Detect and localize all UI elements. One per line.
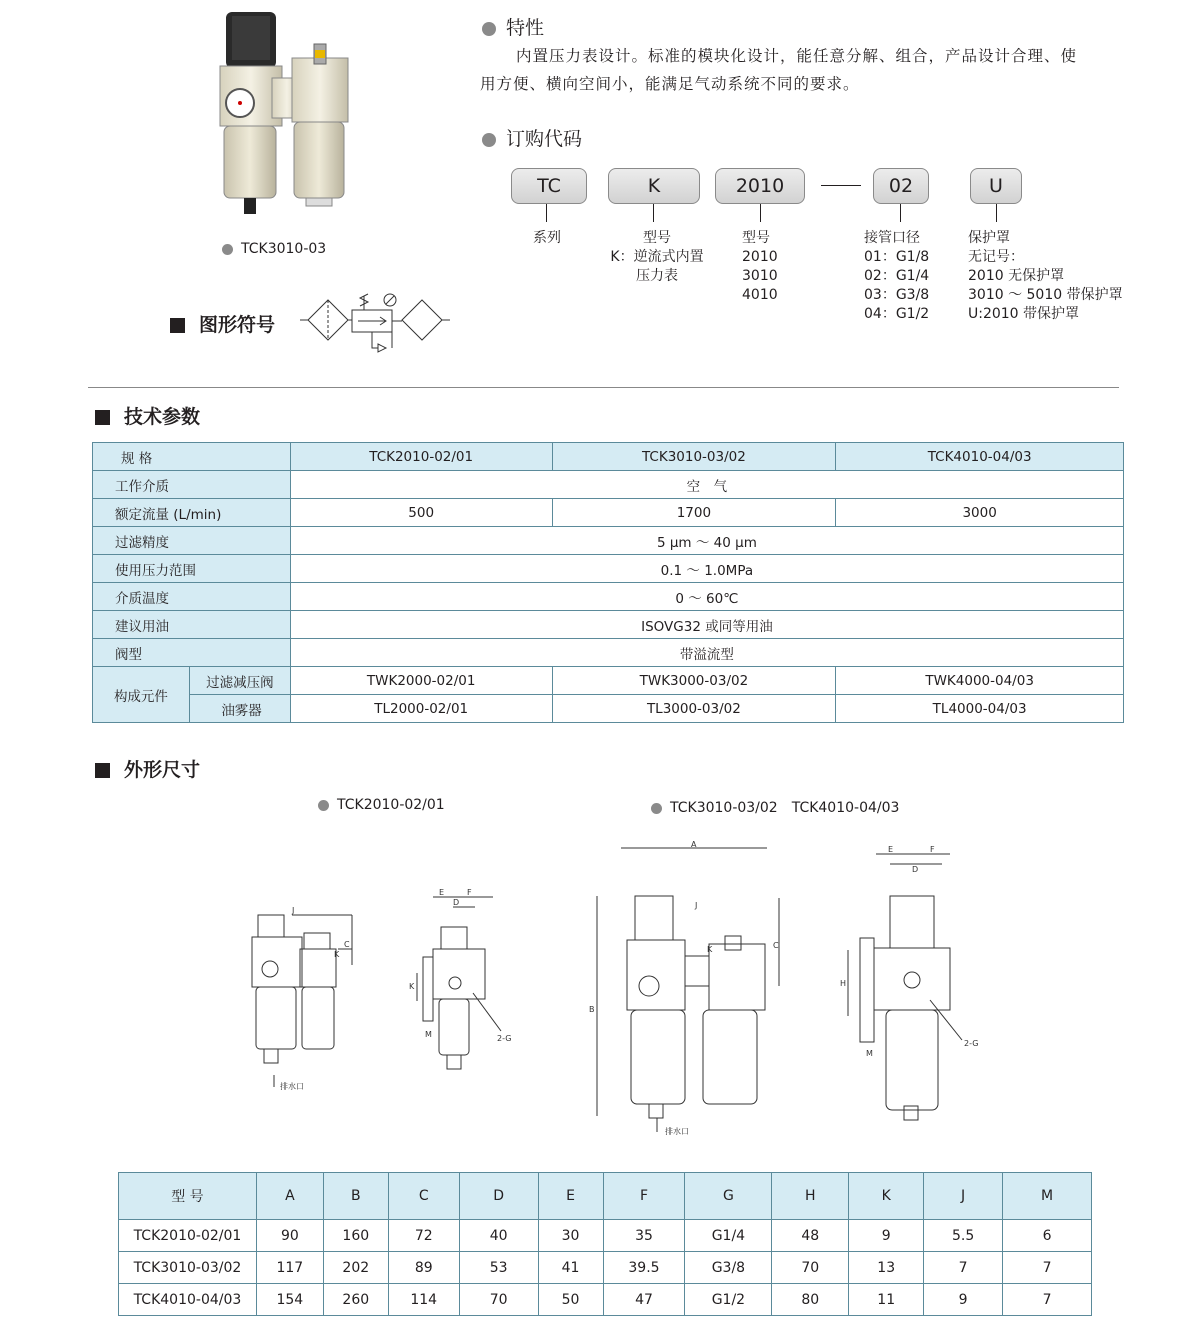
code-connector (900, 204, 901, 222)
tech-row-label: 建议用油 (93, 611, 291, 639)
tech-cell: 1700 (552, 499, 836, 527)
dim-cell: 6 (1003, 1220, 1092, 1252)
dim-cell: 7 (1003, 1284, 1092, 1316)
dim-cell: TCK3010-03/02 (119, 1252, 257, 1284)
dim-letter-d: D (912, 865, 919, 874)
tech-row (93, 555, 1124, 583)
symbol-title-text: 图形符号 (199, 314, 276, 336)
tech-cell: TL3000-03/02 (552, 695, 836, 723)
port-label: 2-G (497, 1034, 512, 1043)
desc-guard-line: 3010 ～ 5010 带保护罩 (968, 287, 1123, 303)
desc-k-line: K：逆流式内置 (610, 249, 704, 265)
drain-label: 排水口 (665, 1127, 689, 1136)
pneumatic-symbol (300, 290, 450, 364)
tech-header-row (93, 443, 1124, 471)
dim-letter-f: F (930, 845, 935, 854)
tech-row (93, 583, 1124, 611)
dim-header-cell: D (459, 1173, 538, 1220)
tech-row-label: 工作介质 (93, 471, 291, 499)
desc-series: 系列 (533, 230, 561, 246)
dim-header-cell: J (924, 1173, 1003, 1220)
desc-port (864, 229, 929, 324)
dim-cell: G1/2 (685, 1284, 772, 1316)
features-line-2: 用方便、横向空间小，能满足气动系统不同的要求。 (480, 75, 860, 93)
code-box-series: TC (511, 168, 587, 204)
dim-header-cell: C (388, 1173, 459, 1220)
code-connector (760, 204, 761, 222)
code-connector (996, 204, 997, 222)
dim-caption-left-text: TCK2010-02/01 (337, 797, 445, 813)
dim-cell: 260 (323, 1284, 388, 1316)
desc-port-line: 03：G3/8 (864, 287, 930, 303)
dim-cell: 39.5 (603, 1252, 685, 1284)
dim-letter-k: K (409, 982, 415, 991)
dim-table-row (119, 1252, 1092, 1284)
dimensions-table (118, 1172, 1092, 1316)
code-box-type: K (608, 168, 700, 204)
dim-caption-left (318, 797, 445, 813)
dim-header-cell: B (323, 1173, 388, 1220)
dim-cell: 35 (603, 1220, 685, 1252)
code-box-model: 2010 (715, 168, 805, 204)
dim-table-row (119, 1284, 1092, 1316)
bullet-icon (482, 22, 496, 36)
drawing-small-front (240, 905, 370, 1099)
dim-letter-m: M (866, 1049, 873, 1058)
desc-model-line: 2010 (742, 249, 778, 265)
tech-header-cell: TCK2010-02/01 (290, 443, 552, 471)
dim-cell: 89 (388, 1252, 459, 1284)
drain-label: 排水口 (280, 1082, 304, 1091)
dim-cell: G1/4 (685, 1220, 772, 1252)
features-title-text: 特性 (506, 17, 545, 39)
tech-row (93, 639, 1124, 667)
dimensions-title-text: 外形尺寸 (124, 759, 201, 781)
features-title (482, 13, 544, 40)
dim-cell: 47 (603, 1284, 685, 1316)
tech-group-label: 构成元件 (93, 667, 190, 723)
dim-cell: 117 (256, 1252, 323, 1284)
desc-k (602, 229, 712, 286)
square-bullet-icon (95, 410, 110, 425)
photo-caption-text: TCK3010-03 (241, 241, 327, 257)
square-bullet-icon (170, 318, 185, 333)
features-text (480, 42, 1140, 98)
tech-sub-label: 油雾器 (189, 695, 290, 723)
dim-header-cell: M (1003, 1173, 1092, 1220)
dim-cell: 41 (538, 1252, 603, 1284)
desc-guard-line: 2010 无保护罩 (968, 268, 1065, 284)
dim-letter-k: K (707, 945, 713, 954)
square-bullet-icon (95, 763, 110, 778)
tech-cell: 5 μm ～ 40 μm (290, 527, 1123, 555)
code-box-guard: U (970, 168, 1022, 204)
desc-port-line: 02：G1/4 (864, 268, 930, 284)
desc-model (742, 229, 778, 305)
dim-header-row (119, 1173, 1092, 1220)
dim-header-cell: E (538, 1173, 603, 1220)
tech-row-label: 额定流量 (L/min) (93, 499, 291, 527)
symbol-title (170, 310, 275, 337)
dim-letter-j: J (695, 901, 698, 910)
dim-letter-e: E (888, 845, 894, 854)
dim-letter-k: K (334, 950, 340, 959)
tech-sub-label: 过滤减压阀 (189, 667, 290, 695)
bullet-icon (651, 803, 662, 814)
desc-k-line: 型号 (643, 230, 671, 246)
desc-guard-line: 无记号： (968, 249, 1024, 265)
desc-port-line: 接管口径 (864, 230, 920, 246)
dim-cell: 114 (388, 1284, 459, 1316)
desc-model-line: 3010 (742, 268, 778, 284)
dim-caption-right-text: TCK3010-03/02 TCK4010-04/03 (670, 800, 900, 816)
tech-row (93, 695, 1124, 723)
code-connector (546, 204, 547, 222)
dim-letter-m: M (425, 1030, 432, 1039)
dim-cell: 9 (924, 1284, 1003, 1316)
dim-cell: 154 (256, 1284, 323, 1316)
tech-title-text: 技术参数 (124, 406, 201, 428)
bullet-icon (482, 133, 496, 147)
dim-cell: 70 (772, 1252, 849, 1284)
tech-cell: TWK4000-04/03 (836, 667, 1124, 695)
dimensions-title (95, 755, 200, 782)
dim-letter-f: F (467, 888, 472, 897)
tech-cell: 0.1 ～ 1.0MPa (290, 555, 1123, 583)
dim-cell: 11 (849, 1284, 924, 1316)
tech-row-label: 使用压力范围 (93, 555, 291, 583)
desc-k-line: 压力表 (636, 268, 678, 284)
desc-guard (968, 229, 1123, 324)
drawing-small-side (405, 885, 525, 1079)
dim-header-cell: F (603, 1173, 685, 1220)
dim-cell: 30 (538, 1220, 603, 1252)
dim-cell: 202 (323, 1252, 388, 1284)
product-photo (210, 8, 360, 218)
tech-row (93, 667, 1124, 695)
tech-row-label: 阀型 (93, 639, 291, 667)
dim-header-cell: A (256, 1173, 323, 1220)
tech-cell: TWK3000-03/02 (552, 667, 836, 695)
bullet-icon (222, 244, 233, 255)
dim-cell: G3/8 (685, 1252, 772, 1284)
desc-guard-line: U:2010 带保护罩 (968, 306, 1080, 322)
dim-cell: 40 (459, 1220, 538, 1252)
bullet-icon (318, 800, 329, 811)
code-connector (653, 204, 654, 222)
dim-letter-j: J (292, 906, 295, 915)
tech-cell: 500 (290, 499, 552, 527)
drawing-large-front (585, 840, 795, 1144)
tech-row-label: 过滤精度 (93, 527, 291, 555)
dim-cell: 9 (849, 1220, 924, 1252)
dim-letter-e: E (439, 888, 445, 897)
tech-row (93, 611, 1124, 639)
dim-cell: 7 (1003, 1252, 1092, 1284)
dim-header-cell: G (685, 1173, 772, 1220)
features-line-1: 内置压力表设计。标准的模块化设计，能任意分解、组合，产品设计合理、使 (516, 47, 1078, 65)
product-photo-caption (222, 241, 326, 257)
dim-header-cell: H (772, 1173, 849, 1220)
tech-header-cell: TCK4010-04/03 (836, 443, 1124, 471)
dim-caption-right (651, 797, 899, 817)
dim-cell: 80 (772, 1284, 849, 1316)
tech-cell: TL4000-04/03 (836, 695, 1124, 723)
tech-row (93, 471, 1124, 499)
desc-port-line: 04：G1/2 (864, 306, 930, 322)
dim-letter-b: B (589, 1005, 595, 1014)
tech-cell: TWK2000-02/01 (290, 667, 552, 695)
code-dash (821, 185, 861, 186)
tech-cell: 带溢流型 (290, 639, 1123, 667)
tech-row (93, 499, 1124, 527)
dim-letter-c: C (773, 941, 779, 950)
drawing-large-side (830, 840, 990, 1134)
dim-header-cell: K (849, 1173, 924, 1220)
desc-guard-line: 保护罩 (968, 230, 1010, 246)
ordering-title (482, 124, 582, 151)
dim-letter-d: D (453, 898, 460, 907)
dim-cell: 53 (459, 1252, 538, 1284)
dim-cell: 50 (538, 1284, 603, 1316)
dim-cell: 48 (772, 1220, 849, 1252)
dim-table-row (119, 1220, 1092, 1252)
section-divider (88, 387, 1119, 388)
dim-cell: 160 (323, 1220, 388, 1252)
port-label: 2-G (964, 1039, 979, 1048)
dim-letter-c: C (344, 940, 350, 949)
tech-title (95, 402, 200, 429)
tech-row (93, 527, 1124, 555)
desc-model-line: 型号 (742, 230, 770, 246)
dim-header-cell: 型 号 (119, 1173, 257, 1220)
tech-cell: 0 ～ 60℃ (290, 583, 1123, 611)
tech-cell: ISOVG32 或同等用油 (290, 611, 1123, 639)
code-box-port: 02 (873, 168, 929, 204)
tech-cell: 空 气 (290, 471, 1123, 499)
tech-row-label: 介质温度 (93, 583, 291, 611)
ordering-title-text: 订购代码 (506, 128, 583, 150)
tech-cell: TL2000-02/01 (290, 695, 552, 723)
desc-model-line: 4010 (742, 287, 778, 303)
dim-cell: 90 (256, 1220, 323, 1252)
dim-cell: 13 (849, 1252, 924, 1284)
tech-header-cell: TCK3010-03/02 (552, 443, 836, 471)
dim-letter-h: H (840, 979, 847, 988)
dim-cell: TCK2010-02/01 (119, 1220, 257, 1252)
dim-cell: 70 (459, 1284, 538, 1316)
desc-port-line: 01：G1/8 (864, 249, 930, 265)
dim-cell: TCK4010-04/03 (119, 1284, 257, 1316)
dim-letter-a: A (691, 840, 697, 849)
tech-table (92, 442, 1124, 723)
dim-cell: 72 (388, 1220, 459, 1252)
tech-cell: 3000 (836, 499, 1124, 527)
tech-header-cell: 规 格 (93, 443, 291, 471)
dim-cell: 5.5 (924, 1220, 1003, 1252)
dim-cell: 7 (924, 1252, 1003, 1284)
